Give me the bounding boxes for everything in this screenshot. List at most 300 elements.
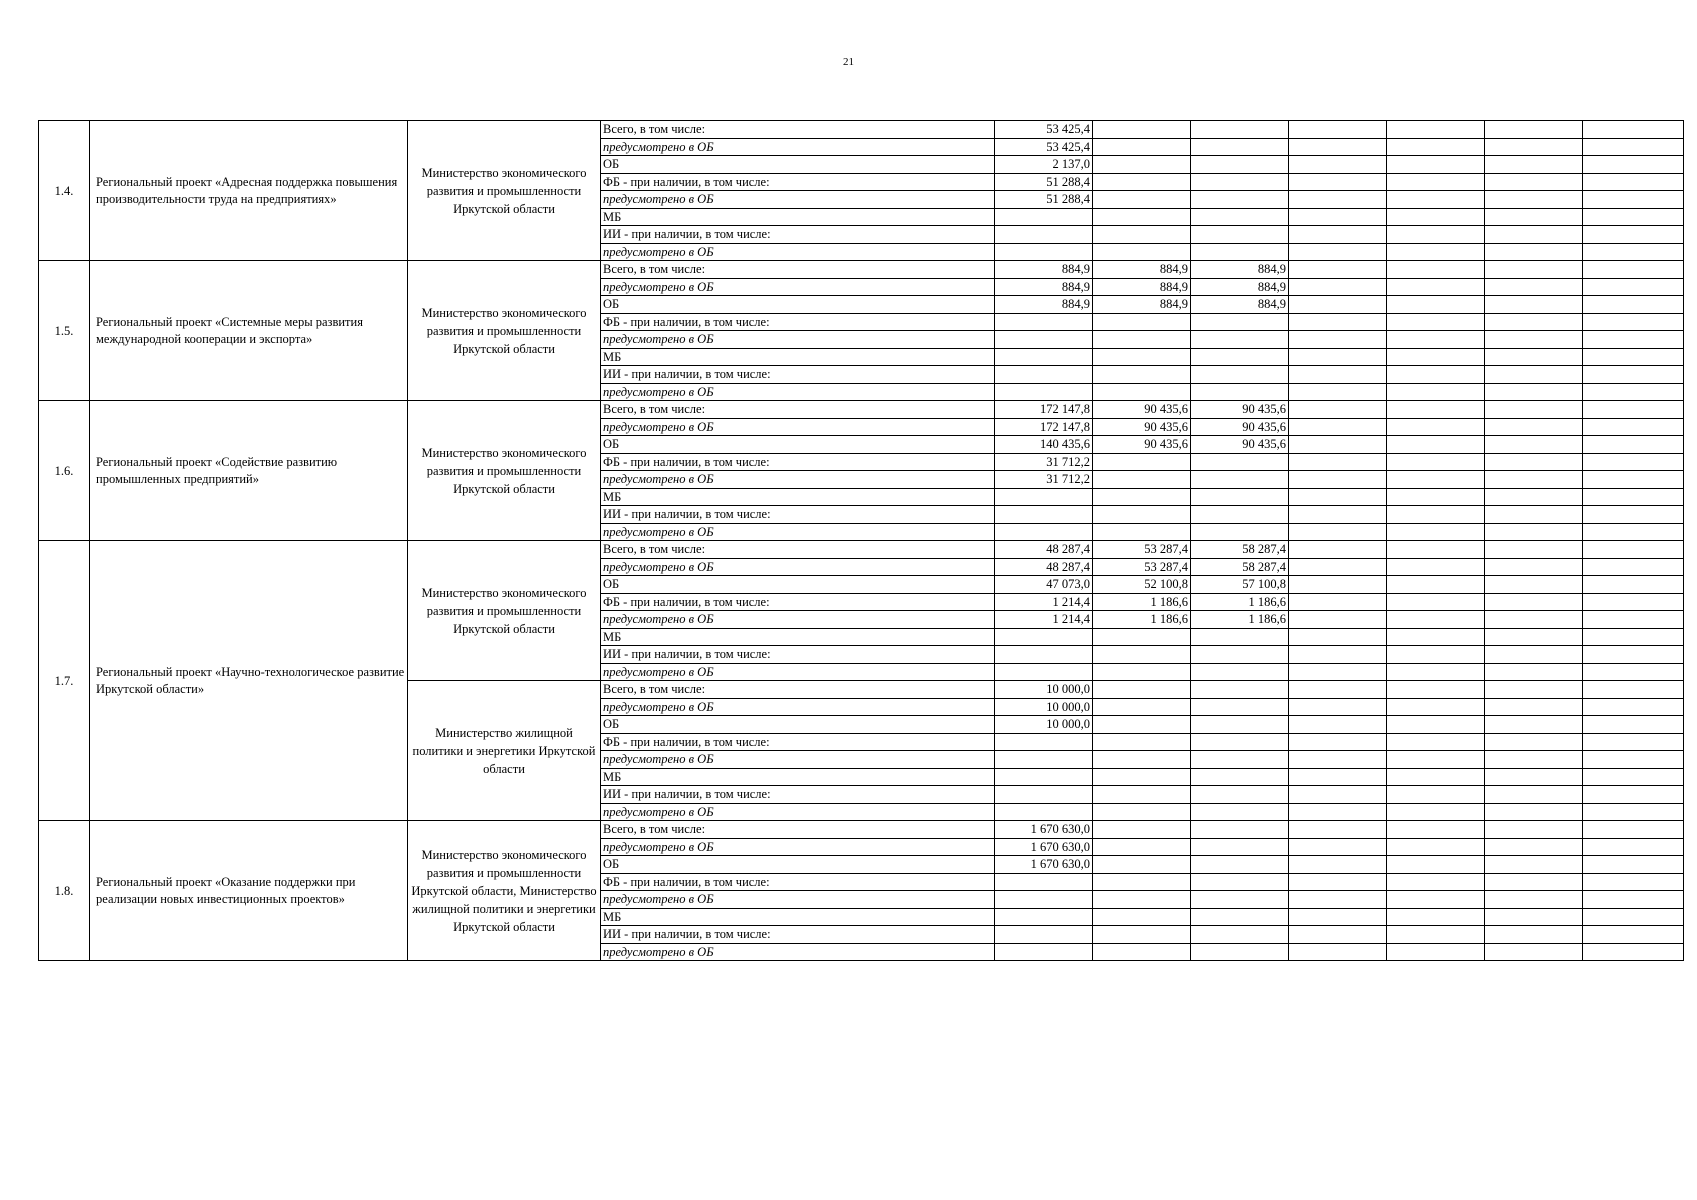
amount-cell — [1387, 908, 1485, 926]
amount-cell — [1093, 786, 1191, 804]
funding-source: МБ — [601, 628, 995, 646]
amount-cell — [1093, 523, 1191, 541]
amount-cell — [1093, 926, 1191, 944]
amount-cell: 1 670 630,0 — [995, 838, 1093, 856]
amount-cell — [1093, 908, 1191, 926]
amount-cell — [1387, 873, 1485, 891]
amount-cell — [1583, 313, 1684, 331]
amount-cell — [995, 803, 1093, 821]
amount-cell — [1289, 226, 1387, 244]
amount-cell — [1485, 506, 1583, 524]
amount-cell — [1289, 191, 1387, 209]
funding-source: предусмотрено в ОБ — [601, 471, 995, 489]
amount-cell — [1093, 488, 1191, 506]
amount-cell — [1583, 873, 1684, 891]
amount-cell — [1289, 278, 1387, 296]
amount-cell — [1289, 768, 1387, 786]
amount-cell — [995, 243, 1093, 261]
amount-cell — [1583, 733, 1684, 751]
amount-cell — [1387, 173, 1485, 191]
amount-cell — [1093, 733, 1191, 751]
funding-source: ФБ - при наличии, в том числе: — [601, 453, 995, 471]
budget-table — [38, 120, 1684, 961]
amount-cell — [1093, 208, 1191, 226]
responsible-executor: Министерство экономического развития и промышленности Иркутской области, Министерство жилищной политики и энергетики Иркутской области — [408, 821, 601, 961]
funding-source: ОБ — [601, 716, 995, 734]
funding-source: ОБ — [601, 856, 995, 874]
amount-cell: 884,9 — [995, 296, 1093, 314]
amount-cell — [1583, 278, 1684, 296]
funding-source: ИИ - при наличии, в том числе: — [601, 226, 995, 244]
amount-cell — [1387, 628, 1485, 646]
amount-cell — [1289, 856, 1387, 874]
funding-source: ИИ - при наличии, в том числе: — [601, 366, 995, 384]
amount-cell — [1387, 296, 1485, 314]
amount-cell — [1387, 191, 1485, 209]
project-name: Региональный проект «Оказание поддержки при реализации новых инвестиционных проектов» — [90, 821, 408, 961]
amount-cell: 31 712,2 — [995, 471, 1093, 489]
amount-cell — [1485, 558, 1583, 576]
amount-cell — [1387, 313, 1485, 331]
funding-source: Всего, в том числе: — [601, 541, 995, 559]
amount-cell — [1289, 628, 1387, 646]
amount-cell — [1093, 856, 1191, 874]
amount-cell — [1289, 786, 1387, 804]
amount-cell: 1 214,4 — [995, 611, 1093, 629]
amount-cell — [1485, 401, 1583, 419]
amount-cell — [1387, 646, 1485, 664]
funding-source: ОБ — [601, 436, 995, 454]
amount-cell — [995, 348, 1093, 366]
amount-cell — [1289, 173, 1387, 191]
funding-source: предусмотрено в ОБ — [601, 558, 995, 576]
funding-source: Всего, в том числе: — [601, 821, 995, 839]
amount-cell: 172 147,8 — [995, 418, 1093, 436]
amount-cell — [995, 751, 1093, 769]
amount-cell — [1583, 226, 1684, 244]
amount-cell — [1289, 156, 1387, 174]
amount-cell — [1583, 173, 1684, 191]
amount-cell — [1387, 331, 1485, 349]
amount-cell — [1093, 943, 1191, 961]
amount-cell — [1191, 681, 1289, 699]
amount-cell — [1387, 261, 1485, 279]
funding-source: предусмотрено в ОБ — [601, 611, 995, 629]
amount-cell — [1191, 891, 1289, 909]
amount-cell: 884,9 — [1191, 261, 1289, 279]
amount-cell — [1583, 541, 1684, 559]
amount-cell — [1093, 383, 1191, 401]
funding-source: Всего, в том числе: — [601, 401, 995, 419]
amount-cell: 10 000,0 — [995, 716, 1093, 734]
amount-cell — [1583, 576, 1684, 594]
amount-cell — [1485, 313, 1583, 331]
amount-cell — [1289, 611, 1387, 629]
amount-cell — [1093, 716, 1191, 734]
amount-cell — [1387, 926, 1485, 944]
funding-source: Всего, в том числе: — [601, 121, 995, 139]
amount-cell — [1289, 418, 1387, 436]
funding-source: предусмотрено в ОБ — [601, 331, 995, 349]
amount-cell — [995, 208, 1093, 226]
project-number: 1.4. — [39, 121, 90, 261]
amount-cell — [1191, 208, 1289, 226]
amount-cell — [1485, 891, 1583, 909]
amount-cell: 52 100,8 — [1093, 576, 1191, 594]
amount-cell — [1093, 681, 1191, 699]
amount-cell — [1289, 348, 1387, 366]
funding-source: МБ — [601, 348, 995, 366]
amount-cell — [1583, 401, 1684, 419]
amount-cell — [1191, 191, 1289, 209]
amount-cell — [1485, 261, 1583, 279]
amount-cell: 90 435,6 — [1093, 418, 1191, 436]
amount-cell — [1583, 821, 1684, 839]
amount-cell — [1191, 786, 1289, 804]
amount-cell — [1387, 278, 1485, 296]
amount-cell — [1093, 838, 1191, 856]
amount-cell — [1583, 768, 1684, 786]
amount-cell — [1485, 226, 1583, 244]
amount-cell — [1485, 576, 1583, 594]
amount-cell — [1387, 681, 1485, 699]
amount-cell — [1583, 121, 1684, 139]
funding-source: предусмотрено в ОБ — [601, 803, 995, 821]
amount-cell — [1485, 698, 1583, 716]
responsible-executor: Министерство экономического развития и промышленности Иркутской области — [408, 121, 601, 261]
amount-cell — [1583, 436, 1684, 454]
amount-cell — [1387, 821, 1485, 839]
amount-cell — [1387, 383, 1485, 401]
amount-cell: 90 435,6 — [1093, 401, 1191, 419]
amount-cell — [1191, 506, 1289, 524]
amount-cell: 140 435,6 — [995, 436, 1093, 454]
amount-cell — [1387, 838, 1485, 856]
amount-cell — [1289, 646, 1387, 664]
amount-cell: 884,9 — [1093, 296, 1191, 314]
amount-cell — [1387, 453, 1485, 471]
table-row — [39, 121, 1684, 139]
amount-cell — [1289, 803, 1387, 821]
amount-cell — [1191, 453, 1289, 471]
responsible-executor: Министерство экономического развития и промышленности Иркутской области — [408, 261, 601, 401]
amount-cell — [1485, 208, 1583, 226]
amount-cell — [1289, 891, 1387, 909]
amount-cell: 10 000,0 — [995, 698, 1093, 716]
amount-cell: 172 147,8 — [995, 401, 1093, 419]
project-number: 1.7. — [39, 541, 90, 821]
amount-cell — [1289, 121, 1387, 139]
amount-cell — [1093, 506, 1191, 524]
project-number: 1.5. — [39, 261, 90, 401]
amount-cell — [1583, 366, 1684, 384]
amount-cell — [1583, 418, 1684, 436]
amount-cell — [995, 786, 1093, 804]
amount-cell — [1583, 628, 1684, 646]
amount-cell: 57 100,8 — [1191, 576, 1289, 594]
funding-source: ИИ - при наличии, в том числе: — [601, 646, 995, 664]
amount-cell — [1289, 681, 1387, 699]
amount-cell — [1387, 366, 1485, 384]
amount-cell — [995, 331, 1093, 349]
amount-cell: 1 186,6 — [1093, 593, 1191, 611]
amount-cell — [1583, 593, 1684, 611]
funding-source: предусмотрено в ОБ — [601, 383, 995, 401]
funding-source: предусмотрено в ОБ — [601, 278, 995, 296]
amount-cell: 884,9 — [995, 278, 1093, 296]
amount-cell — [1093, 873, 1191, 891]
amount-cell — [995, 383, 1093, 401]
amount-cell: 884,9 — [1191, 296, 1289, 314]
amount-cell — [1485, 436, 1583, 454]
amount-cell — [1191, 733, 1289, 751]
responsible-executor: Министерство экономического развития и промышленности Иркутской области — [408, 401, 601, 541]
amount-cell — [1289, 663, 1387, 681]
amount-cell — [1387, 401, 1485, 419]
amount-cell — [1191, 226, 1289, 244]
amount-cell — [995, 733, 1093, 751]
amount-cell — [1583, 663, 1684, 681]
amount-cell: 1 214,4 — [995, 593, 1093, 611]
amount-cell — [995, 313, 1093, 331]
amount-cell — [1093, 243, 1191, 261]
amount-cell — [1093, 226, 1191, 244]
amount-cell — [1387, 751, 1485, 769]
amount-cell — [1289, 471, 1387, 489]
amount-cell — [1387, 943, 1485, 961]
amount-cell: 1 186,6 — [1093, 611, 1191, 629]
amount-cell — [1485, 926, 1583, 944]
amount-cell — [1289, 558, 1387, 576]
amount-cell — [1583, 646, 1684, 664]
funding-source: предусмотрено в ОБ — [601, 838, 995, 856]
amount-cell — [1191, 488, 1289, 506]
amount-cell — [1583, 523, 1684, 541]
amount-cell — [1485, 751, 1583, 769]
amount-cell — [1387, 768, 1485, 786]
amount-cell — [1485, 908, 1583, 926]
amount-cell — [1191, 926, 1289, 944]
amount-cell — [1191, 908, 1289, 926]
amount-cell — [1485, 733, 1583, 751]
amount-cell — [995, 926, 1093, 944]
amount-cell: 884,9 — [1191, 278, 1289, 296]
amount-cell — [1387, 803, 1485, 821]
amount-cell: 884,9 — [1093, 278, 1191, 296]
amount-cell — [1387, 786, 1485, 804]
amount-cell — [1485, 243, 1583, 261]
amount-cell — [1485, 541, 1583, 559]
amount-cell — [1583, 856, 1684, 874]
amount-cell — [1289, 523, 1387, 541]
funding-source: ОБ — [601, 296, 995, 314]
amount-cell — [1191, 646, 1289, 664]
amount-cell — [1387, 418, 1485, 436]
amount-cell — [1387, 856, 1485, 874]
amount-cell — [1387, 243, 1485, 261]
amount-cell — [995, 768, 1093, 786]
responsible-executor: Министерство экономического развития и промышленности Иркутской области — [408, 541, 601, 681]
amount-cell — [1583, 891, 1684, 909]
funding-source: предусмотрено в ОБ — [601, 751, 995, 769]
amount-cell — [1191, 366, 1289, 384]
amount-cell — [1583, 506, 1684, 524]
amount-cell — [1191, 838, 1289, 856]
funding-source: предусмотрено в ОБ — [601, 891, 995, 909]
amount-cell — [1583, 943, 1684, 961]
amount-cell — [1093, 751, 1191, 769]
amount-cell — [995, 646, 1093, 664]
amount-cell — [1289, 138, 1387, 156]
funding-source: ОБ — [601, 576, 995, 594]
amount-cell: 90 435,6 — [1191, 418, 1289, 436]
amount-cell — [1583, 488, 1684, 506]
amount-cell — [1289, 751, 1387, 769]
funding-source: Всего, в том числе: — [601, 261, 995, 279]
amount-cell — [1093, 366, 1191, 384]
amount-cell — [1583, 208, 1684, 226]
amount-cell — [1093, 646, 1191, 664]
amount-cell — [1485, 121, 1583, 139]
amount-cell — [1191, 663, 1289, 681]
amount-cell — [1583, 698, 1684, 716]
project-name: Региональный проект «Адресная поддержка повышения производительности труда на предприятиях» — [90, 121, 408, 261]
amount-cell — [1485, 173, 1583, 191]
amount-cell — [1093, 191, 1191, 209]
amount-cell — [1191, 243, 1289, 261]
amount-cell — [1387, 488, 1485, 506]
amount-cell — [995, 366, 1093, 384]
amount-cell — [1387, 471, 1485, 489]
amount-cell — [1289, 838, 1387, 856]
amount-cell — [1485, 786, 1583, 804]
amount-cell — [1387, 611, 1485, 629]
funding-source: ФБ - при наличии, в том числе: — [601, 733, 995, 751]
table-row — [39, 541, 1684, 559]
table-row — [39, 821, 1684, 839]
amount-cell — [1289, 208, 1387, 226]
responsible-executor: Министерство жилищной политики и энергетики Иркутской области — [408, 681, 601, 821]
funding-source: МБ — [601, 208, 995, 226]
amount-cell — [1485, 278, 1583, 296]
amount-cell — [995, 663, 1093, 681]
amount-cell — [1583, 331, 1684, 349]
amount-cell — [1289, 401, 1387, 419]
project-number: 1.6. — [39, 401, 90, 541]
table-body — [39, 121, 1684, 961]
funding-source: предусмотрено в ОБ — [601, 191, 995, 209]
amount-cell — [1191, 856, 1289, 874]
amount-cell — [1289, 261, 1387, 279]
amount-cell — [1289, 908, 1387, 926]
funding-source: ФБ - при наличии, в том числе: — [601, 173, 995, 191]
amount-cell — [1583, 348, 1684, 366]
amount-cell: 48 287,4 — [995, 558, 1093, 576]
amount-cell — [1093, 628, 1191, 646]
amount-cell — [1485, 873, 1583, 891]
amount-cell — [1289, 313, 1387, 331]
project-name: Региональный проект «Системные меры развития международной кооперации и экспорта» — [90, 261, 408, 401]
amount-cell — [1485, 366, 1583, 384]
funding-source: МБ — [601, 488, 995, 506]
amount-cell — [1289, 541, 1387, 559]
amount-cell — [1485, 156, 1583, 174]
amount-cell — [1485, 838, 1583, 856]
amount-cell — [1583, 243, 1684, 261]
amount-cell — [1387, 733, 1485, 751]
project-number: 1.8. — [39, 821, 90, 961]
amount-cell — [1583, 138, 1684, 156]
amount-cell — [1583, 558, 1684, 576]
amount-cell — [1583, 681, 1684, 699]
amount-cell — [1191, 156, 1289, 174]
amount-cell — [1289, 733, 1387, 751]
amount-cell — [1583, 908, 1684, 926]
funding-source: ИИ - при наличии, в том числе: — [601, 506, 995, 524]
funding-source: ИИ - при наличии, в том числе: — [601, 926, 995, 944]
amount-cell — [1191, 873, 1289, 891]
amount-cell — [1583, 611, 1684, 629]
amount-cell — [1289, 296, 1387, 314]
amount-cell — [1289, 873, 1387, 891]
amount-cell — [1093, 698, 1191, 716]
funding-source: предусмотрено в ОБ — [601, 138, 995, 156]
amount-cell: 53 425,4 — [995, 121, 1093, 139]
amount-cell — [995, 488, 1093, 506]
amount-cell — [1387, 348, 1485, 366]
amount-cell — [1387, 156, 1485, 174]
amount-cell — [1583, 803, 1684, 821]
amount-cell — [1191, 698, 1289, 716]
amount-cell — [1485, 628, 1583, 646]
amount-cell — [1485, 523, 1583, 541]
funding-source: МБ — [601, 768, 995, 786]
amount-cell — [1485, 821, 1583, 839]
amount-cell: 1 186,6 — [1191, 611, 1289, 629]
amount-cell — [1387, 663, 1485, 681]
amount-cell — [1583, 191, 1684, 209]
amount-cell — [1485, 646, 1583, 664]
amount-cell — [1485, 593, 1583, 611]
amount-cell — [1485, 331, 1583, 349]
amount-cell — [1191, 751, 1289, 769]
amount-cell — [1191, 313, 1289, 331]
funding-source: предусмотрено в ОБ — [601, 523, 995, 541]
amount-cell — [1485, 418, 1583, 436]
amount-cell — [1191, 716, 1289, 734]
funding-source: ОБ — [601, 156, 995, 174]
amount-cell — [1289, 488, 1387, 506]
amount-cell — [1093, 471, 1191, 489]
amount-cell — [1583, 453, 1684, 471]
amount-cell — [1191, 943, 1289, 961]
amount-cell — [1093, 663, 1191, 681]
amount-cell — [1485, 191, 1583, 209]
amount-cell — [1387, 208, 1485, 226]
amount-cell: 47 073,0 — [995, 576, 1093, 594]
amount-cell — [1191, 173, 1289, 191]
amount-cell — [1583, 716, 1684, 734]
amount-cell — [1485, 681, 1583, 699]
amount-cell — [1387, 121, 1485, 139]
funding-source: предусмотрено в ОБ — [601, 943, 995, 961]
amount-cell — [1583, 838, 1684, 856]
amount-cell — [1093, 803, 1191, 821]
amount-cell — [995, 523, 1093, 541]
amount-cell: 51 288,4 — [995, 173, 1093, 191]
amount-cell — [1289, 331, 1387, 349]
amount-cell — [1093, 156, 1191, 174]
